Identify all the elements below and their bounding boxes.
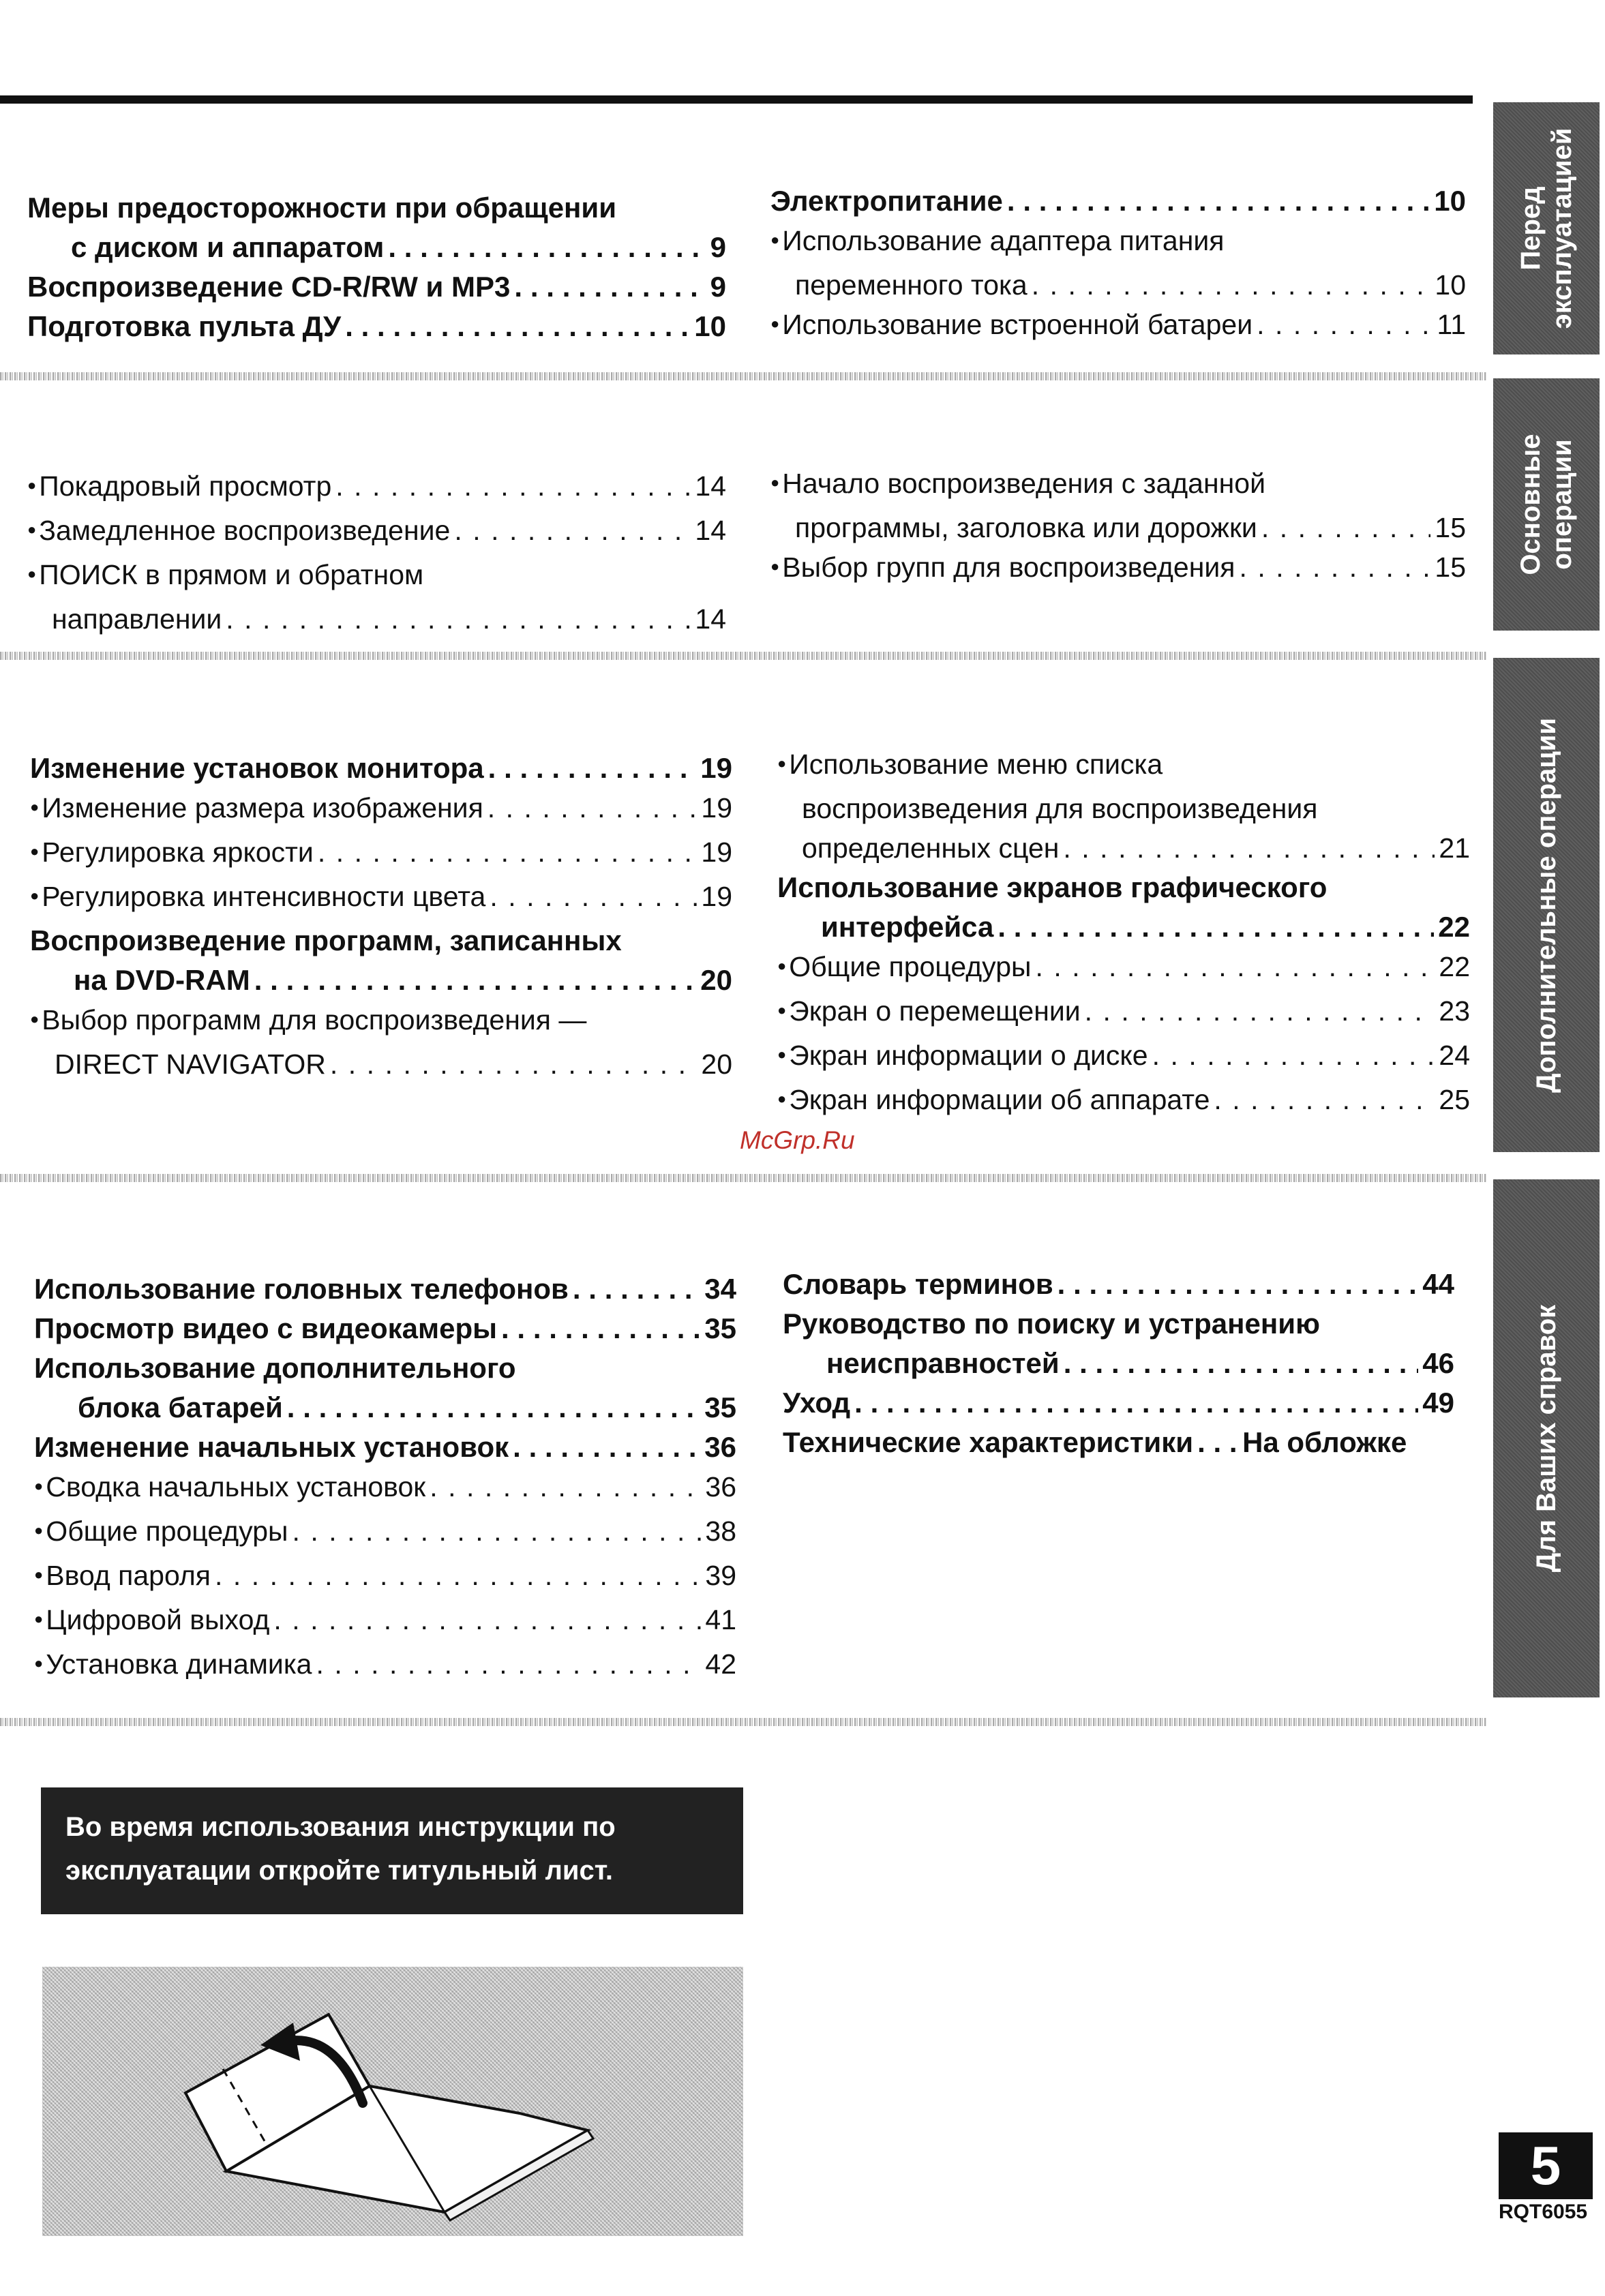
toc-page: 9 [710,231,726,263]
tab-reference[interactable] [1493,1179,1600,1697]
toc-page: 46 [1422,1347,1454,1379]
page-number: 5 [1499,2132,1593,2199]
toc-entry-title: Изменение начальных установок [34,1431,509,1463]
toc-entry-title: Изменение установок монитора [30,752,484,784]
toc-entry[interactable] [27,511,726,555]
toc-entry-title: ● Выбор групп для воспроизведения [782,552,1235,583]
toc-page: 19 [701,836,732,868]
instruction-note [41,1787,743,1914]
toc-entry-title: ● Общие процедуры [789,951,1032,982]
toc-page: 24 [1439,1040,1470,1071]
note-line: эксплуатации откройте титульный лист. [65,1856,613,1886]
toc-entry-title: блока батарей [78,1391,283,1423]
toc-entry[interactable] [27,267,726,307]
toc-page: 10 [1435,269,1466,301]
toc-entry-title[interactable]: Воспроизведение программ, записанных [30,924,622,956]
note-line: Во время использования инструкции по [65,1812,616,1842]
toc-entry-title[interactable]: ● Выбор программ для воспроизведения — [30,1000,732,1044]
toc-page: 22 [1438,911,1470,943]
toc-entry-title[interactable]: ● Начало воспроизведения с заданной [770,464,1466,508]
toc-entry-title: ● Использование встроенной батареи [782,309,1253,340]
toc-entry-title: ● Изменение размера изображения [42,792,483,824]
toc-page: 11 [1437,309,1466,340]
section4-right [783,1265,1485,1462]
section3-right [777,744,1470,1124]
toc-page: 39 [705,1560,736,1591]
section3-left [30,749,732,1084]
tab-label-line: Основные [1516,434,1546,575]
toc-entry[interactable] [783,1423,1485,1462]
section-divider [0,1174,1486,1182]
toc-entry[interactable] [34,1467,736,1511]
toc-entry-title: переменного тока [795,269,1028,301]
toc-entry-title: на DVD-RAM [74,964,250,996]
toc-page: 42 [705,1648,736,1680]
toc-entry-title: Просмотр видео с видеокамеры [34,1312,497,1344]
toc-page: 15 [1435,552,1466,583]
toc-entry-title[interactable]: ● Использование адаптера питания [770,221,1466,265]
toc-page: 20 [701,1048,732,1080]
toc-entry-title: неисправностей [826,1347,1060,1379]
toc-entry[interactable] [777,947,1470,991]
toc-entry[interactable] [27,599,726,639]
toc-entry[interactable] [777,907,1470,947]
toc-page: 15 [1435,512,1466,543]
toc-entry-title: ● Регулировка яркости [42,836,314,868]
toc-page: 19 [701,792,732,824]
open-cover-illustration [42,1967,743,2236]
toc-entry-title: ● Сводка начальных установок [46,1471,426,1502]
toc-page: 36 [704,1431,736,1463]
tab-advanced-operations[interactable] [1493,658,1600,1152]
toc-entry[interactable] [777,1036,1470,1080]
toc-entry[interactable] [27,466,726,511]
toc-entry-title: ● Экран о перемещении [789,995,1081,1027]
toc-page: 19 [700,752,732,784]
toc-page: 9 [710,271,726,303]
toc-entry-title: определенных сцен [802,832,1060,864]
toc-entry-title: Подготовка пульта ДУ [27,310,342,342]
toc-entry-title: Воспроизведение CD-R/RW и MP3 [27,271,511,303]
toc-entry[interactable] [777,1080,1470,1124]
toc-entry-title: Словарь терминов [783,1268,1053,1300]
toc-entry[interactable] [777,991,1470,1036]
toc-entry[interactable] [770,305,1466,349]
toc-entry[interactable] [770,181,1466,221]
tab-label-line: операции [1547,439,1577,570]
toc-page: 49 [1422,1387,1454,1419]
toc-entry-title[interactable]: Меры предосторожности при обращении [27,192,617,224]
toc-entry-title: с диском и аппаратом [71,231,385,263]
toc-entry-title: Использование головных телефонов [34,1273,569,1305]
tab-label-line: Перед [1516,186,1546,271]
toc-entry[interactable] [34,1644,736,1689]
toc-entry-title: DIRECT NAVIGATOR [55,1048,326,1080]
toc-page: 23 [1439,995,1470,1027]
toc-entry-title: ● Замедленное воспроизведение [39,515,451,546]
toc-entry-title[interactable]: ● Использование меню списка [777,744,1470,789]
toc-entry[interactable] [27,228,726,267]
toc-page: 41 [705,1604,736,1635]
toc-entry[interactable] [783,1265,1454,1304]
toc-page: 20 [700,964,732,996]
section4-left [34,1269,736,1689]
toc-entry-title[interactable]: ● ПОИСК в прямом и обратном [27,555,726,599]
toc-entry[interactable] [34,1269,736,1309]
toc-page: 14 [695,470,726,502]
toc-page: 34 [704,1273,736,1305]
toc-page: 21 [1439,832,1470,864]
toc-entry-title[interactable]: Руководство по поиску и устранению [783,1308,1320,1340]
tab-label-line: Дополнительные операции [1531,717,1561,1093]
toc-entry-title: ● Общие процедуры [46,1515,288,1547]
toc-page: 10 [1434,185,1466,217]
toc-entry[interactable] [30,1044,732,1084]
section1-left [27,188,726,346]
toc-entry[interactable] [783,1383,1454,1423]
toc-entry[interactable] [30,961,732,1000]
toc-entry[interactable] [30,832,732,877]
toc-entry[interactable] [30,749,732,788]
toc-page: 38 [705,1515,736,1547]
tab-label-line: эксплуатацией [1547,127,1577,329]
section2-right [770,464,1466,592]
toc-entry-title[interactable]: воспроизведения для воспроизведения [802,793,1318,824]
toc-entry-title: Электропитание [770,185,1003,217]
section2-left [27,466,726,639]
toc-entry-title: ● Цифровой выход [46,1604,270,1635]
toc-page: 35 [704,1391,736,1423]
toc-entry-title: ● Экран информации о диске [789,1040,1148,1071]
toc-entry[interactable] [777,828,1470,868]
toc-entry[interactable] [34,1428,736,1467]
section-divider [0,1718,1486,1726]
tab-basic-operations[interactable] [1493,378,1600,631]
toc-entry-title: ● Регулировка интенсивности цвета [42,881,486,912]
toc-page: 10 [694,310,726,342]
toc-entry[interactable] [783,1344,1454,1383]
toc-entry-title: ● Покадровый просмотр [39,470,332,502]
toc-entry[interactable] [30,877,732,921]
section-divider [0,652,1486,660]
top-rule [0,95,1473,104]
toc-page: 22 [1439,951,1470,982]
toc-entry[interactable] [34,1511,736,1556]
toc-page: 44 [1422,1268,1454,1300]
toc-entry-title: ● Экран информации об аппарате [789,1084,1210,1115]
toc-entry-title: направлении [52,603,222,635]
watermark: McGrp.Ru [740,1126,855,1154]
toc-entry-title: ● Установка динамика [46,1648,312,1680]
tab-label-line: Для Ваших справок [1531,1304,1561,1573]
section-divider [0,372,1486,380]
tab-before-use[interactable] [1493,102,1600,354]
toc-page: На обложке [1242,1426,1407,1458]
toc-page: 25 [1439,1084,1470,1115]
toc-entry-title: Технические характеристики [783,1426,1194,1458]
toc-entry-title: Уход [783,1387,851,1419]
toc-page: 36 [705,1471,736,1502]
toc-page: 14 [695,515,726,546]
toc-entry-title: ● Ввод пароля [46,1560,211,1591]
toc-page: 19 [701,881,732,912]
toc-entry[interactable] [770,508,1466,547]
toc-page: 14 [695,603,726,635]
toc-entry-title: интерфейса [821,911,994,943]
toc-entry-title: программы, заголовка или дорожки [795,512,1257,543]
toc-entry[interactable] [770,547,1466,592]
toc-entry[interactable] [34,1309,736,1348]
toc-entry[interactable] [34,1388,736,1428]
toc-entry-title[interactable]: Использование экранов графического [777,871,1328,903]
toc-entry-title[interactable]: Использование дополнительного [34,1352,516,1384]
toc-entry[interactable] [30,788,732,832]
section1-right [770,181,1466,349]
model-code: RQT6055 [1499,2201,1588,2223]
toc-page: 35 [704,1312,736,1344]
toc-entry[interactable] [27,307,726,346]
toc-entry[interactable] [770,265,1466,305]
toc-entry[interactable] [34,1600,736,1644]
toc-entry[interactable] [34,1556,736,1600]
open-booklet-icon [42,1967,743,2236]
